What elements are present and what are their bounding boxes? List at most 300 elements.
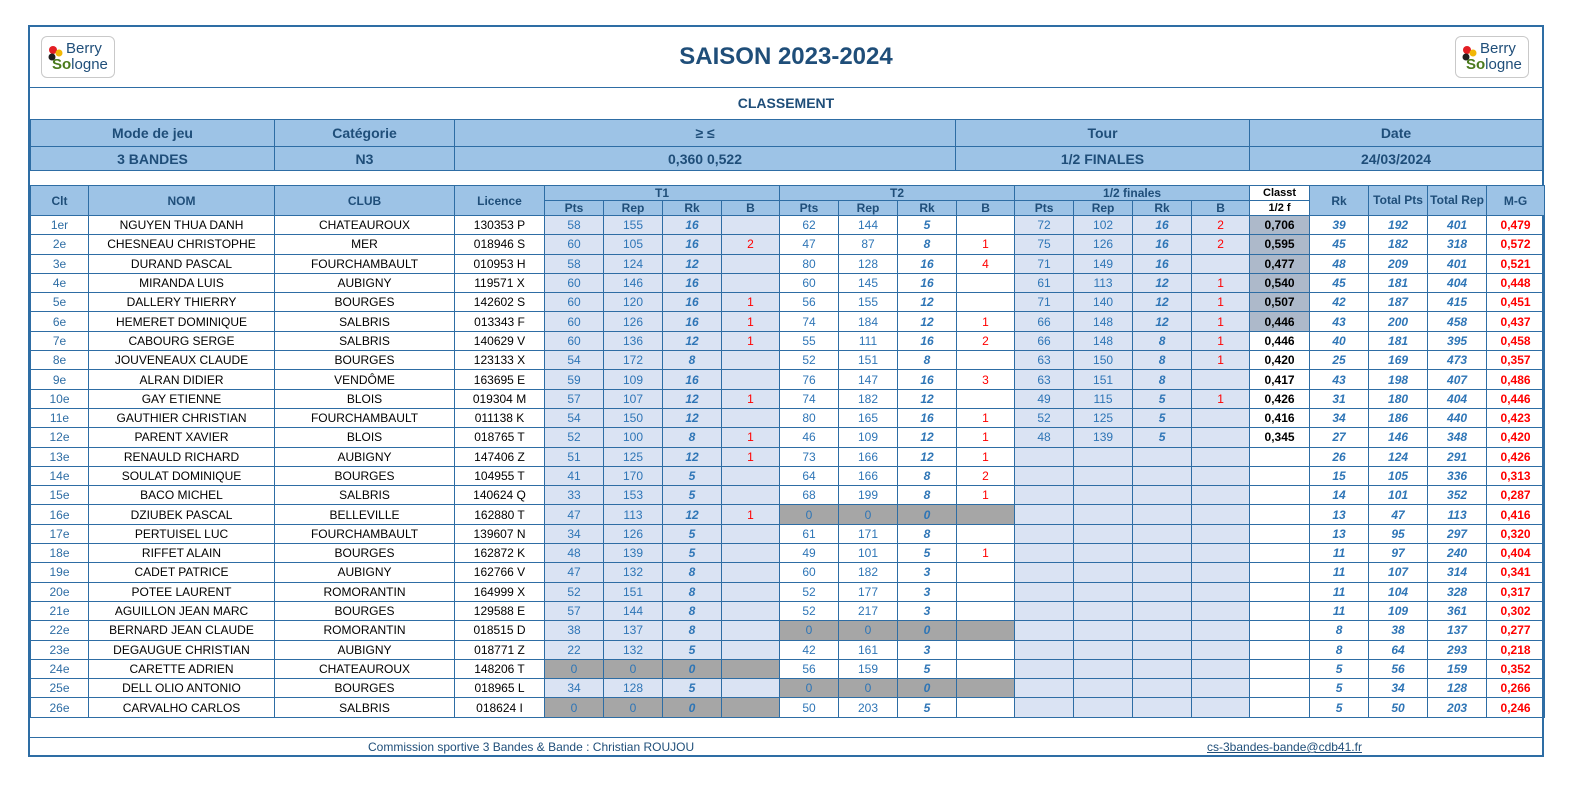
club-cell: VENDÔME (275, 370, 455, 389)
demi-pts-cell (1015, 640, 1074, 659)
classt-cell (1250, 698, 1310, 717)
t1-b-cell (722, 563, 780, 582)
licence-cell: 142602 S (455, 293, 545, 312)
classt-cell: 0,420 (1250, 351, 1310, 370)
rk-total-cell: 48 (1310, 254, 1369, 273)
licence-cell: 018765 T (455, 428, 545, 447)
demi-b-cell (1192, 601, 1250, 620)
t1-rk-cell: 5 (663, 640, 722, 659)
rank-cell: 19e (31, 563, 89, 582)
total-pts-cell: 200 (1369, 312, 1428, 331)
t1-rep-cell: 126 (604, 524, 663, 543)
club-cell: SALBRIS (275, 312, 455, 331)
rank-cell: 9e (31, 370, 89, 389)
t2-rep-cell: 109 (839, 428, 898, 447)
t2-b-cell (957, 351, 1015, 370)
table-row (31, 466, 1545, 485)
t1-rep-cell: 170 (604, 466, 663, 485)
player-name-cell: CARETTE ADRIEN (89, 659, 275, 678)
table-row (31, 447, 1545, 466)
col-group-demi: 1/2 finales (1015, 186, 1250, 201)
demi-b-cell (1192, 698, 1250, 717)
mg-cell: 0,352 (1487, 659, 1545, 678)
licence-cell: 147406 Z (455, 447, 545, 466)
t1-pts-cell: 38 (545, 621, 604, 640)
classt-cell: 0,595 (1250, 235, 1310, 254)
classt-cell (1250, 621, 1310, 640)
licence-cell: 140629 V (455, 331, 545, 350)
rank-cell: 1er (31, 216, 89, 235)
t1-b-cell: 2 (722, 235, 780, 254)
t1-rk-cell: 12 (663, 408, 722, 427)
t2-rep-cell: 166 (839, 466, 898, 485)
demi-rk-cell (1133, 447, 1192, 466)
rank-cell: 15e (31, 486, 89, 505)
player-name-cell: NGUYEN THUA DANH (89, 216, 275, 235)
t1-b-cell (722, 351, 780, 370)
footer-email-link[interactable]: cs-3bandes-bande@cdb41.fr (1207, 740, 1362, 754)
col-demi-pts: Pts (1015, 201, 1074, 216)
total-pts-cell: 50 (1369, 698, 1428, 717)
rank-cell: 11e (31, 408, 89, 427)
t2-rk-cell: 3 (898, 582, 957, 601)
demi-pts-cell (1015, 679, 1074, 698)
t2-rk-cell: 12 (898, 428, 957, 447)
t2-rep-cell: 145 (839, 273, 898, 292)
t1-rk-cell: 12 (663, 389, 722, 408)
t2-b-cell (957, 216, 1015, 235)
t2-b-cell (957, 698, 1015, 717)
t1-rk-cell: 5 (663, 466, 722, 485)
player-name-cell: DURAND PASCAL (89, 254, 275, 273)
demi-pts-cell (1015, 563, 1074, 582)
t2-rk-cell: 12 (898, 447, 957, 466)
t2-b-cell (957, 563, 1015, 582)
col-demi-rep: Rep (1074, 201, 1133, 216)
classt-cell: 0,345 (1250, 428, 1310, 447)
t2-b-cell: 1 (957, 312, 1015, 331)
rank-cell: 3e (31, 254, 89, 273)
tour-value: 1/2 FINALES (956, 147, 1250, 171)
demi-b-cell: 1 (1192, 273, 1250, 292)
t2-b-cell: 1 (957, 544, 1015, 563)
demi-rk-cell: 16 (1133, 216, 1192, 235)
table-row (31, 544, 1545, 563)
t2-pts-cell: 74 (780, 312, 839, 331)
t1-pts-cell: 47 (545, 505, 604, 524)
club-cell: MER (275, 235, 455, 254)
rank-cell: 12e (31, 428, 89, 447)
table-row (31, 505, 1545, 524)
demi-pts-cell (1015, 524, 1074, 543)
mg-cell: 0,246 (1487, 698, 1545, 717)
demi-b-cell (1192, 466, 1250, 485)
logo-word-sologne: Sologne (1466, 56, 1522, 73)
classt-cell: 0,477 (1250, 254, 1310, 273)
t1-rk-cell: 5 (663, 524, 722, 543)
demi-rk-cell: 12 (1133, 293, 1192, 312)
t1-b-cell: 1 (722, 505, 780, 524)
rk-total-cell: 5 (1310, 659, 1369, 678)
t1-rk-cell: 5 (663, 679, 722, 698)
classement-sheet (28, 25, 1544, 757)
licence-cell: 148206 T (455, 659, 545, 678)
t1-rk-cell: 12 (663, 447, 722, 466)
demi-pts-cell (1015, 621, 1074, 640)
demi-pts-cell (1015, 601, 1074, 620)
t2-b-cell (957, 582, 1015, 601)
rank-cell: 22e (31, 621, 89, 640)
demi-rk-cell (1133, 544, 1192, 563)
t2-rk-cell: 8 (898, 351, 957, 370)
t2-b-cell (957, 273, 1015, 292)
total-rep-cell: 401 (1428, 216, 1487, 235)
competition-info-table (30, 119, 1543, 171)
demi-rk-cell: 5 (1133, 428, 1192, 447)
t2-b-cell (957, 659, 1015, 678)
demi-rep-cell (1074, 640, 1133, 659)
berry-sologne-logo-right (1455, 36, 1529, 78)
t2-pts-cell: 64 (780, 466, 839, 485)
classt-cell: 0,446 (1250, 312, 1310, 331)
total-rep-cell: 415 (1428, 293, 1487, 312)
t2-pts-cell: 42 (780, 640, 839, 659)
t1-b-cell (722, 698, 780, 717)
col-classt-sub: 1/2 f (1250, 201, 1310, 216)
t1-pts-cell: 48 (545, 544, 604, 563)
club-cell: CHATEAUROUX (275, 216, 455, 235)
total-pts-cell: 95 (1369, 524, 1428, 543)
demi-b-cell (1192, 659, 1250, 678)
total-pts-cell: 109 (1369, 601, 1428, 620)
mg-cell: 0,458 (1487, 331, 1545, 350)
t2-rep-cell: 151 (839, 351, 898, 370)
classt-cell (1250, 659, 1310, 678)
total-pts-cell: 124 (1369, 447, 1428, 466)
t1-pts-cell: 34 (545, 524, 604, 543)
player-name-cell: BERNARD JEAN CLAUDE (89, 621, 275, 640)
classt-cell (1250, 582, 1310, 601)
t2-rep-cell: 128 (839, 254, 898, 273)
t1-b-cell (722, 370, 780, 389)
t2-rep-cell: 161 (839, 640, 898, 659)
rk-total-cell: 11 (1310, 601, 1369, 620)
t2-pts-cell: 50 (780, 698, 839, 717)
total-rep-cell: 293 (1428, 640, 1487, 659)
demi-b-cell: 1 (1192, 293, 1250, 312)
classt-cell: 0,540 (1250, 273, 1310, 292)
rk-total-cell: 45 (1310, 273, 1369, 292)
t2-rk-cell: 0 (898, 505, 957, 524)
licence-cell: 162880 T (455, 505, 545, 524)
demi-rep-cell: 150 (1074, 351, 1133, 370)
page-title: SAISON 2023-2024 (679, 43, 893, 70)
demi-b-cell (1192, 370, 1250, 389)
t2-rk-cell: 16 (898, 254, 957, 273)
total-pts-cell: 180 (1369, 389, 1428, 408)
t1-b-cell (722, 486, 780, 505)
t1-rep-cell: 136 (604, 331, 663, 350)
club-cell: BOURGES (275, 601, 455, 620)
demi-rep-cell: 149 (1074, 254, 1133, 273)
table-row (31, 524, 1545, 543)
club-cell: BOURGES (275, 679, 455, 698)
licence-cell: 140624 Q (455, 486, 545, 505)
club-cell: ROMORANTIN (275, 621, 455, 640)
demi-b-cell (1192, 582, 1250, 601)
mg-cell: 0,423 (1487, 408, 1545, 427)
demi-rep-cell: 125 (1074, 408, 1133, 427)
ranking-rows (31, 216, 1545, 718)
demi-rk-cell (1133, 659, 1192, 678)
t2-pts-cell: 52 (780, 582, 839, 601)
demi-rk-cell (1133, 621, 1192, 640)
rk-total-cell: 5 (1310, 698, 1369, 717)
t1-pts-cell: 59 (545, 370, 604, 389)
demi-rep-cell (1074, 524, 1133, 543)
demi-b-cell (1192, 408, 1250, 427)
licence-cell: 123133 X (455, 351, 545, 370)
t1-rk-cell: 8 (663, 563, 722, 582)
rk-total-cell: 31 (1310, 389, 1369, 408)
t2-rk-cell: 0 (898, 679, 957, 698)
demi-rep-cell (1074, 679, 1133, 698)
t1-rep-cell: 153 (604, 486, 663, 505)
t2-b-cell: 1 (957, 235, 1015, 254)
demi-pts-cell: 66 (1015, 331, 1074, 350)
t1-rep-cell: 109 (604, 370, 663, 389)
col-licence: Licence (455, 186, 545, 216)
t1-b-cell (722, 582, 780, 601)
t2-rk-cell: 3 (898, 640, 957, 659)
t2-b-cell: 1 (957, 486, 1015, 505)
mg-cell: 0,317 (1487, 582, 1545, 601)
total-rep-cell: 240 (1428, 544, 1487, 563)
t1-rk-cell: 5 (663, 544, 722, 563)
licence-cell: 119571 X (455, 273, 545, 292)
player-name-cell: DELL OLIO ANTONIO (89, 679, 275, 698)
classt-cell (1250, 466, 1310, 485)
t2-rep-cell: 147 (839, 370, 898, 389)
rank-cell: 26e (31, 698, 89, 717)
table-row (31, 621, 1545, 640)
total-pts-cell: 97 (1369, 544, 1428, 563)
t2-rk-cell: 5 (898, 698, 957, 717)
mg-cell: 0,341 (1487, 563, 1545, 582)
classt-cell: 0,416 (1250, 408, 1310, 427)
rk-total-cell: 14 (1310, 486, 1369, 505)
mg-cell: 0,320 (1487, 524, 1545, 543)
total-rep-cell: 395 (1428, 331, 1487, 350)
club-cell: SALBRIS (275, 698, 455, 717)
demi-b-cell (1192, 563, 1250, 582)
total-rep-cell: 128 (1428, 679, 1487, 698)
player-name-cell: DEGAUGUE CHRISTIAN (89, 640, 275, 659)
t1-pts-cell: 33 (545, 486, 604, 505)
demi-b-cell (1192, 640, 1250, 659)
player-name-cell: POTEE LAURENT (89, 582, 275, 601)
demi-pts-cell: 75 (1015, 235, 1074, 254)
club-cell: AUBIGNY (275, 640, 455, 659)
total-pts-cell: 182 (1369, 235, 1428, 254)
licence-cell: 139607 N (455, 524, 545, 543)
t2-b-cell (957, 640, 1015, 659)
t1-pts-cell: 52 (545, 582, 604, 601)
demi-b-cell (1192, 254, 1250, 273)
t1-pts-cell: 34 (545, 679, 604, 698)
t1-pts-cell: 57 (545, 389, 604, 408)
range-header: ≥ ≤ (455, 120, 956, 147)
mg-cell: 0,486 (1487, 370, 1545, 389)
t1-pts-cell: 60 (545, 293, 604, 312)
t2-rk-cell: 8 (898, 466, 957, 485)
total-pts-cell: 192 (1369, 216, 1428, 235)
licence-cell: 018946 S (455, 235, 545, 254)
t1-b-cell (722, 254, 780, 273)
demi-rep-cell: 126 (1074, 235, 1133, 254)
t1-pts-cell: 52 (545, 428, 604, 447)
t1-rep-cell: 107 (604, 389, 663, 408)
t1-rep-cell: 155 (604, 216, 663, 235)
t1-rep-cell: 139 (604, 544, 663, 563)
t1-rep-cell: 132 (604, 563, 663, 582)
t1-pts-cell: 57 (545, 601, 604, 620)
mg-cell: 0,266 (1487, 679, 1545, 698)
table-row (31, 582, 1545, 601)
t1-pts-cell: 47 (545, 563, 604, 582)
t1-b-cell (722, 659, 780, 678)
t2-rep-cell: 182 (839, 563, 898, 582)
t1-rep-cell: 137 (604, 621, 663, 640)
t2-b-cell: 2 (957, 331, 1015, 350)
demi-pts-cell (1015, 486, 1074, 505)
t2-b-cell: 3 (957, 370, 1015, 389)
total-pts-cell: 181 (1369, 331, 1428, 350)
mode-header: Mode de jeu (31, 120, 275, 147)
rk-total-cell: 11 (1310, 544, 1369, 563)
t2-b-cell (957, 601, 1015, 620)
total-pts-cell: 38 (1369, 621, 1428, 640)
title-row (30, 27, 1542, 88)
rank-cell: 17e (31, 524, 89, 543)
demi-rep-cell (1074, 447, 1133, 466)
table-row (31, 698, 1545, 717)
demi-rk-cell (1133, 582, 1192, 601)
t2-pts-cell: 80 (780, 408, 839, 427)
total-rep-cell: 336 (1428, 466, 1487, 485)
t2-pts-cell: 80 (780, 254, 839, 273)
t2-rep-cell: 0 (839, 621, 898, 640)
demi-pts-cell: 52 (1015, 408, 1074, 427)
t2-pts-cell: 52 (780, 351, 839, 370)
demi-pts-cell: 71 (1015, 293, 1074, 312)
tour-header: Tour (956, 120, 1250, 147)
t2-pts-cell: 47 (780, 235, 839, 254)
mg-cell: 0,420 (1487, 428, 1545, 447)
demi-rk-cell (1133, 679, 1192, 698)
rank-cell: 24e (31, 659, 89, 678)
t1-rk-cell: 12 (663, 254, 722, 273)
demi-rk-cell: 16 (1133, 235, 1192, 254)
t2-rk-cell: 8 (898, 486, 957, 505)
logo-word-berry: Berry (66, 40, 102, 57)
licence-cell: 018965 L (455, 679, 545, 698)
table-row (31, 216, 1545, 235)
t1-rep-cell: 151 (604, 582, 663, 601)
total-rep-cell: 401 (1428, 254, 1487, 273)
total-rep-cell: 328 (1428, 582, 1487, 601)
t1-rk-cell: 8 (663, 582, 722, 601)
date-value: 24/03/2024 (1250, 147, 1543, 171)
t2-rk-cell: 3 (898, 601, 957, 620)
t1-rep-cell: 120 (604, 293, 663, 312)
demi-b-cell: 1 (1192, 389, 1250, 408)
licence-cell: 164999 X (455, 582, 545, 601)
table-row (31, 235, 1545, 254)
total-rep-cell: 458 (1428, 312, 1487, 331)
demi-pts-cell: 61 (1015, 273, 1074, 292)
t1-b-cell: 1 (722, 331, 780, 350)
t2-rk-cell: 5 (898, 544, 957, 563)
total-pts-cell: 105 (1369, 466, 1428, 485)
t1-b-cell (722, 679, 780, 698)
demi-rk-cell (1133, 505, 1192, 524)
demi-pts-cell: 72 (1015, 216, 1074, 235)
col-t1-rep: Rep (604, 201, 663, 216)
demi-rep-cell: 113 (1074, 273, 1133, 292)
total-rep-cell: 203 (1428, 698, 1487, 717)
mg-cell: 0,416 (1487, 505, 1545, 524)
demi-b-cell (1192, 447, 1250, 466)
total-rep-cell: 314 (1428, 563, 1487, 582)
t2-rep-cell: 155 (839, 293, 898, 312)
total-rep-cell: 473 (1428, 351, 1487, 370)
col-mg: M-G (1487, 186, 1545, 216)
demi-rk-cell: 5 (1133, 389, 1192, 408)
licence-cell: 162766 V (455, 563, 545, 582)
t1-rep-cell: 126 (604, 312, 663, 331)
player-name-cell: BACO MICHEL (89, 486, 275, 505)
t2-b-cell (957, 621, 1015, 640)
demi-pts-cell (1015, 582, 1074, 601)
t1-pts-cell: 58 (545, 254, 604, 273)
t2-rk-cell: 16 (898, 273, 957, 292)
total-pts-cell: 107 (1369, 563, 1428, 582)
t2-pts-cell: 0 (780, 621, 839, 640)
club-cell: BOURGES (275, 293, 455, 312)
section-subtitle: CLASSEMENT (737, 95, 835, 111)
demi-pts-cell: 63 (1015, 351, 1074, 370)
demi-rk-cell: 12 (1133, 273, 1192, 292)
rk-total-cell: 27 (1310, 428, 1369, 447)
demi-pts-cell (1015, 447, 1074, 466)
rank-cell: 8e (31, 351, 89, 370)
t1-rep-cell: 105 (604, 235, 663, 254)
t1-rep-cell: 150 (604, 408, 663, 427)
rank-cell: 6e (31, 312, 89, 331)
demi-b-cell (1192, 621, 1250, 640)
t2-rk-cell: 3 (898, 563, 957, 582)
t1-b-cell (722, 466, 780, 485)
classt-cell (1250, 524, 1310, 543)
t2-pts-cell: 56 (780, 293, 839, 312)
t2-pts-cell: 60 (780, 563, 839, 582)
classt-cell (1250, 563, 1310, 582)
t2-rep-cell: 166 (839, 447, 898, 466)
total-pts-cell: 169 (1369, 351, 1428, 370)
licence-cell: 104955 T (455, 466, 545, 485)
total-rep-cell: 404 (1428, 273, 1487, 292)
